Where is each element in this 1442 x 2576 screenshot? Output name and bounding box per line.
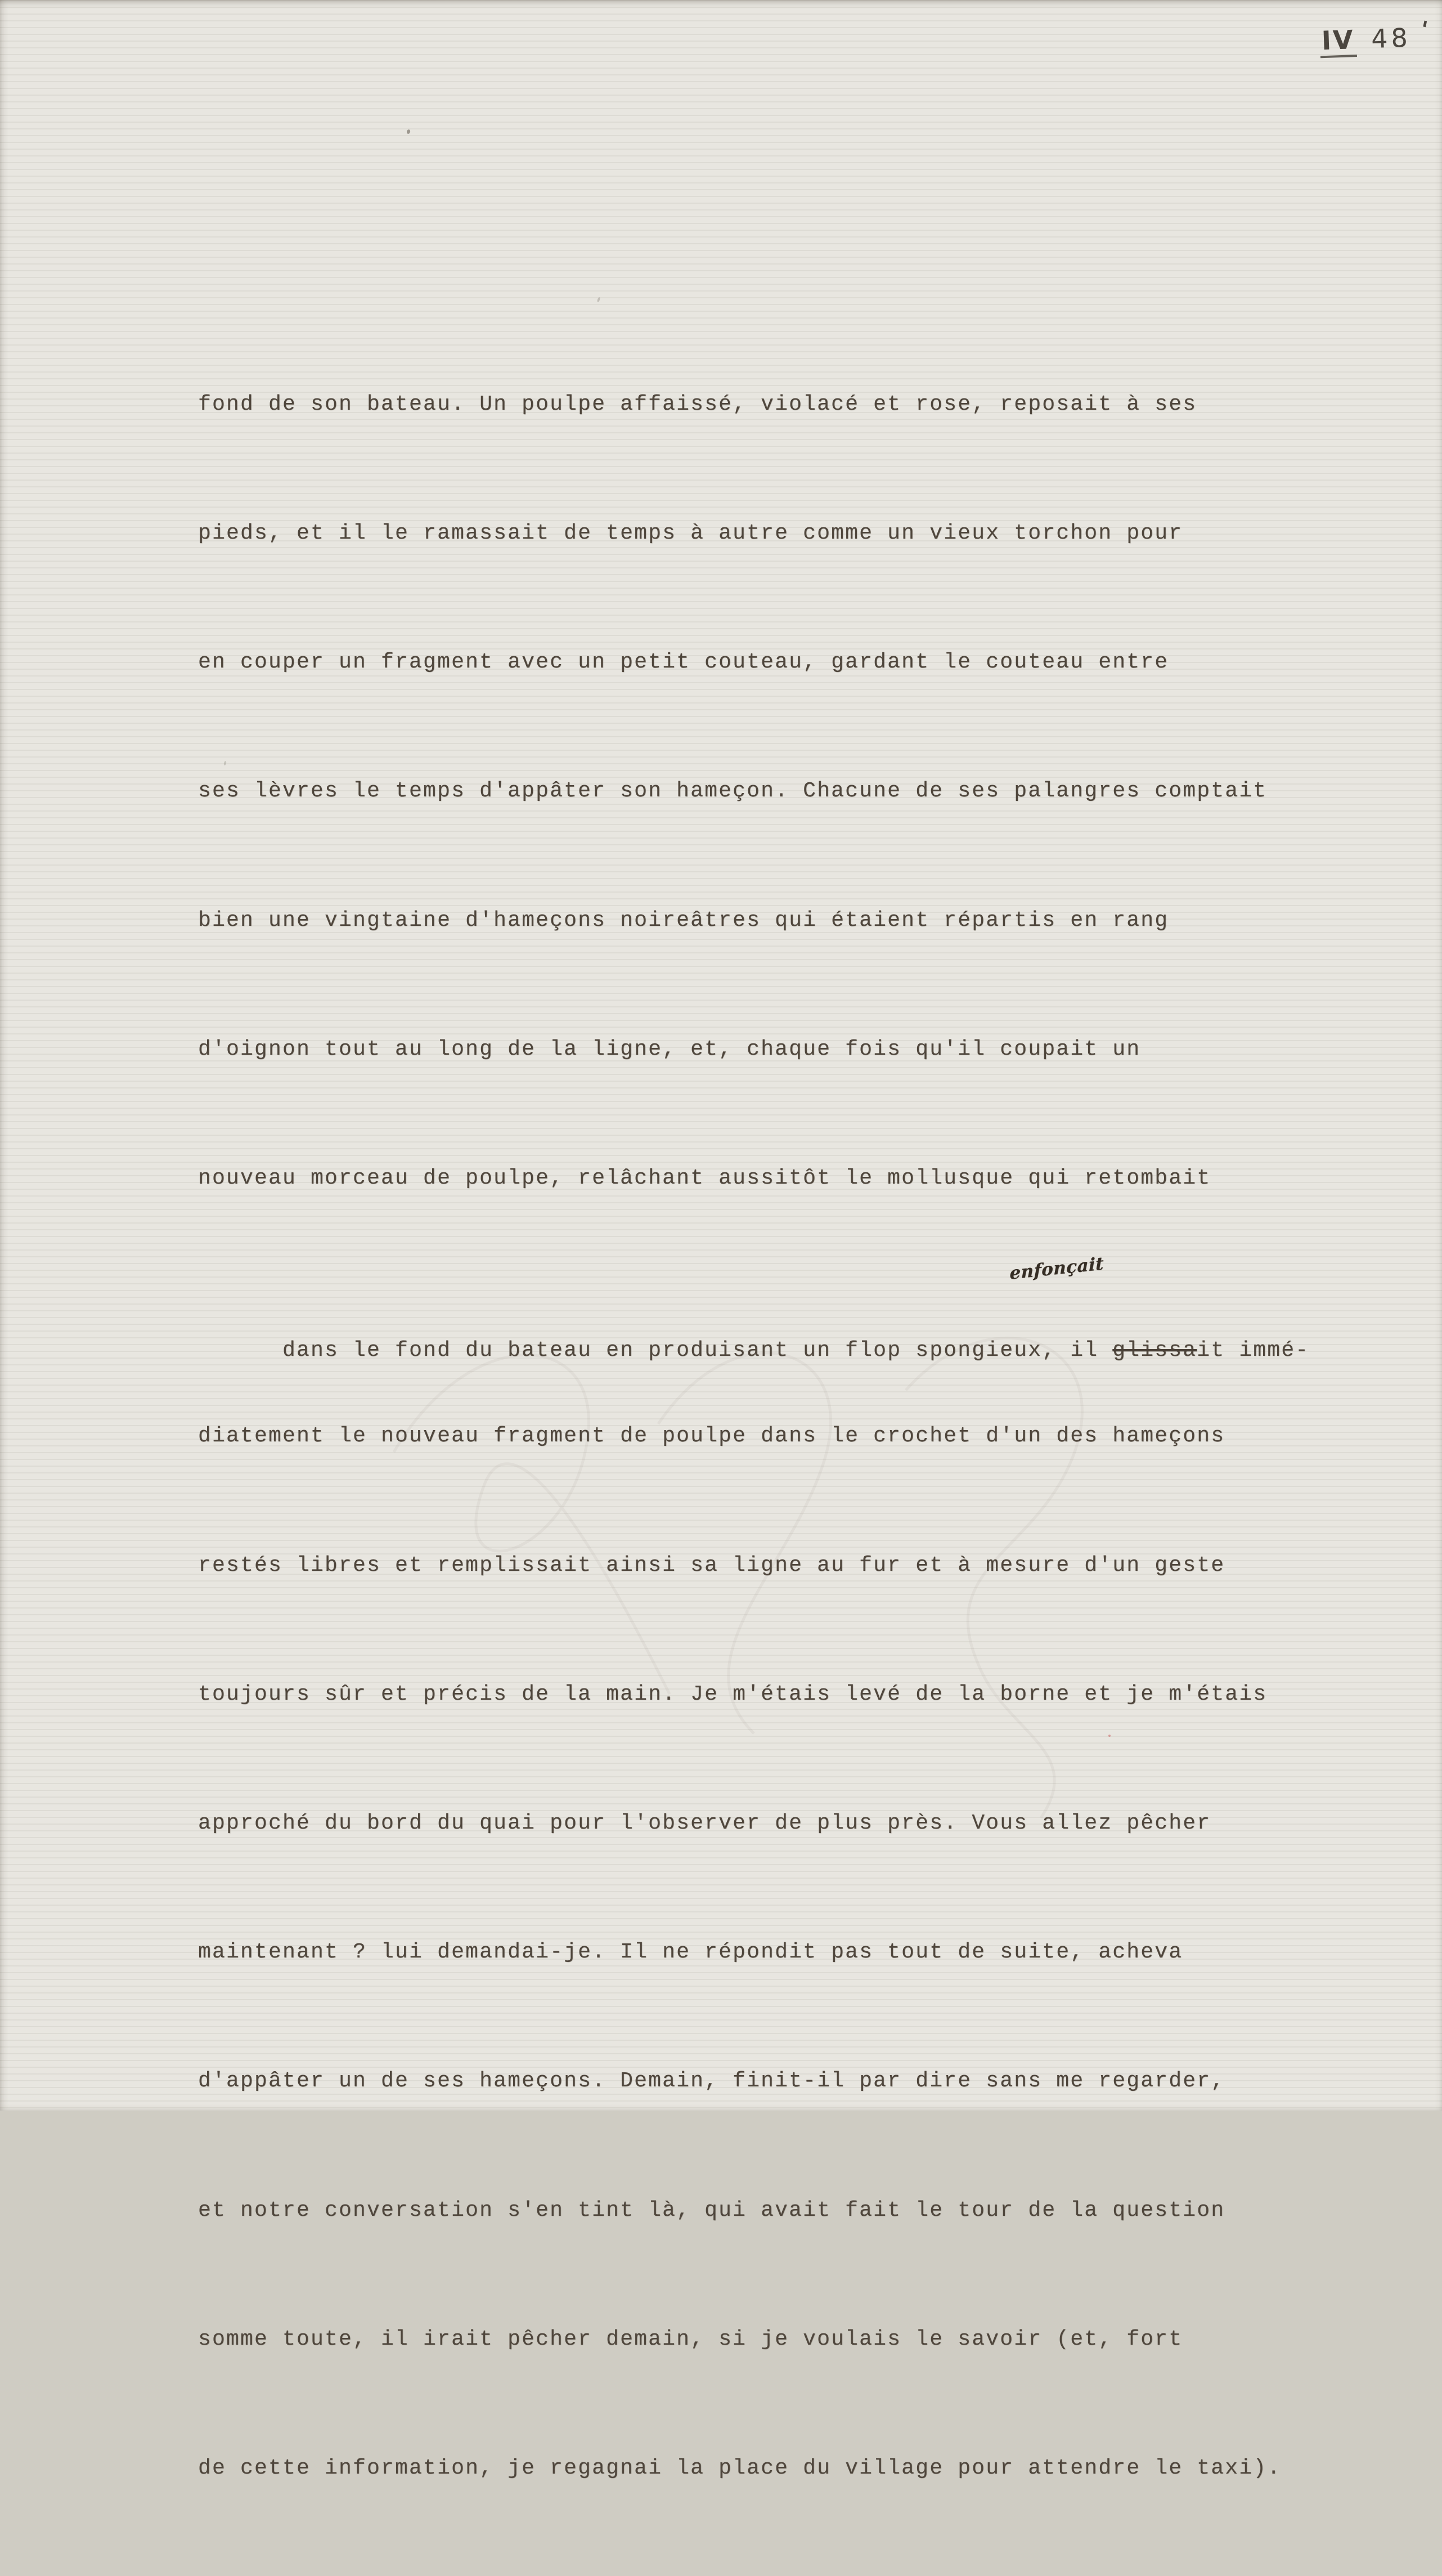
typed-line: toujours sûr et précis de la main. Je m'étais levé de la borne et je m'étais — [198, 1682, 1268, 1706]
handwritten-correction: enfonçait — [1009, 1253, 1104, 1284]
typed-line: diatement le nouveau fragment de poulpe dans le crochet d'un des hameçons — [198, 1424, 1225, 1449]
typed-line: somme toute, il irait pêcher demain, si je voulais le savoir (et, fort — [198, 2327, 1183, 2351]
folio-roman-numeral: IV — [1319, 25, 1357, 58]
folio-arabic-number: 48 — [1371, 22, 1412, 55]
typed-line: ses lèvres le temps d'appâter son hameçon. Chacune de ses palangres comptait — [198, 779, 1268, 804]
typed-line: restés libres et remplissait ainsi sa ligne au fur et à mesure d'un geste — [198, 1553, 1225, 1578]
paper-speck — [406, 129, 411, 134]
typed-line: d'appâter un de ses hameçons. Demain, finit-il par dire sans me regarder, — [198, 2069, 1225, 2094]
typed-line-with-correction — [198, 1253, 1310, 1363]
typed-line: bien une vingtaine d'hameçons noireâtres qui étaient répartis en rang — [198, 908, 1169, 933]
typed-segment: dans le fond du bateau en produisant un flop spongieux, il — [282, 1338, 1113, 1363]
typed-line: pieds, et il le ramassait de temps à autre comme un vieux torchon pour — [198, 521, 1183, 546]
typed-line: et notre conversation s'en tint là, qui avait fait le tour de la question — [198, 2198, 1225, 2223]
typed-line: d'oignon tout au long de la ligne, et, chaque fois qu'il coupait un — [198, 1037, 1141, 1061]
struck-word: glissa — [1112, 1338, 1197, 1363]
typed-text-block — [198, 297, 1309, 2576]
typed-line: de cette information, je regagnai la place du village pour attendre le taxi). — [198, 2456, 1282, 2481]
typed-segment: it immé- — [1197, 1338, 1310, 1363]
typed-line: approché du bord du quai pour l'observer de plus près. Vous allez pêcher — [198, 1811, 1211, 1836]
paper-speck — [1108, 1735, 1111, 1737]
typed-line: fond de son bateau. Un poulpe affaissé, violacé et rose, reposait à ses — [198, 392, 1197, 416]
typed-line: nouveau morceau de poulpe, relâchant aussitôt le mollusque qui retombait — [198, 1166, 1211, 1191]
folio-number — [1319, 16, 1430, 58]
typed-line: maintenant ? lui demandai-je. Il ne répondit pas tout de suite, acheva — [198, 1940, 1183, 1965]
folio-tick-mark: ' — [1417, 16, 1430, 43]
typed-line: en couper un fragment avec un petit couteau, gardant le couteau entre — [198, 650, 1169, 675]
